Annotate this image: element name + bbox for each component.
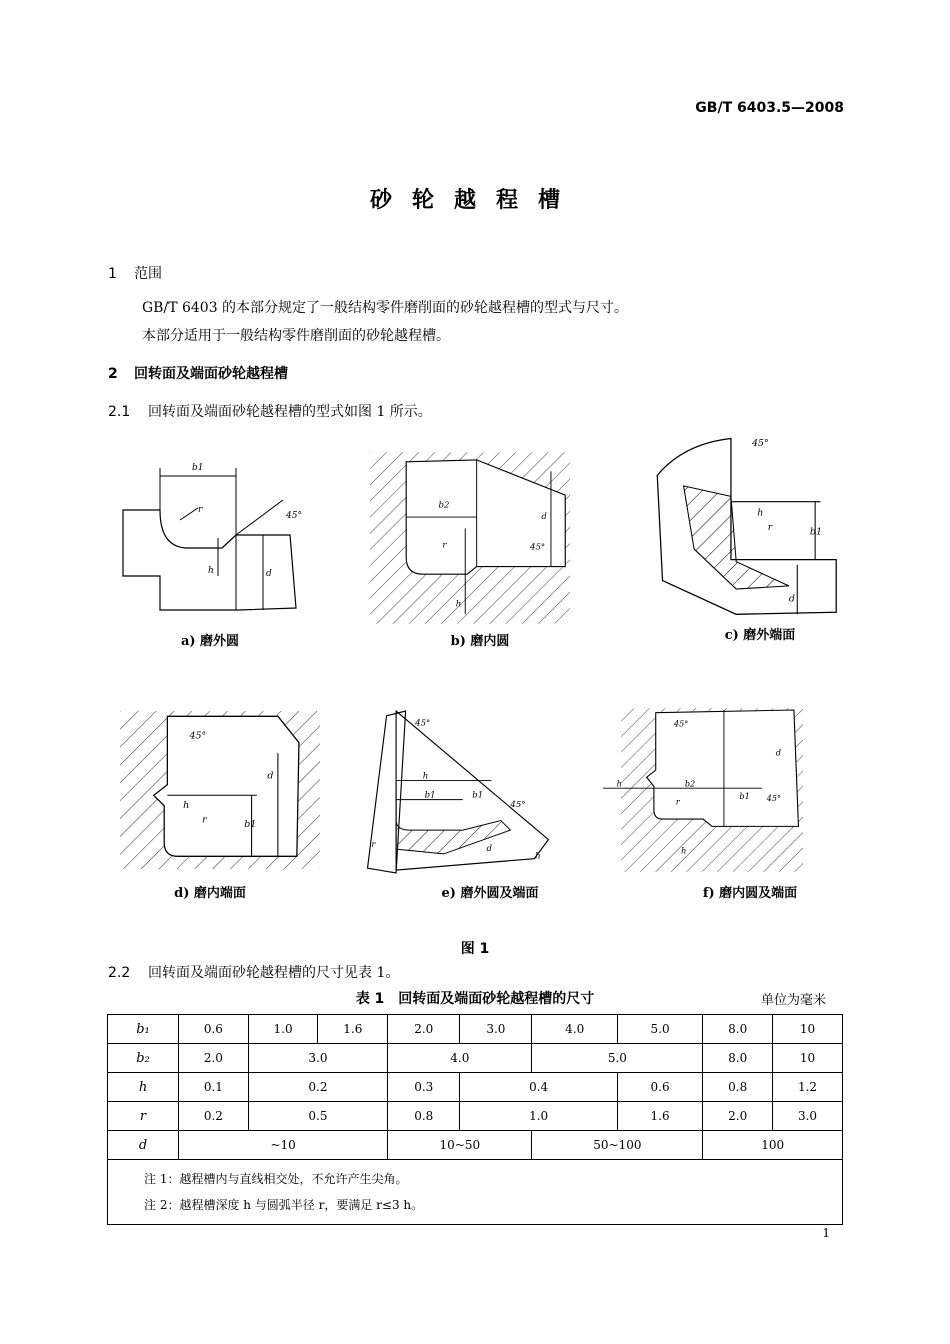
figure-caption: b) 磨内圆 — [450, 634, 510, 649]
table-unit: 单位为毫米 — [760, 993, 826, 1008]
label-b1: b1 — [472, 790, 484, 801]
figure-f-diagram — [603, 690, 803, 890]
label-r: r — [202, 814, 207, 826]
label-angle: 45° — [189, 730, 207, 742]
page-title: 砂轮越程槽 — [369, 188, 580, 213]
label-b1: b1 — [244, 818, 257, 830]
clause-text: 回转面及端面砂轮越程槽的型式如图 1 所示。 — [148, 404, 432, 420]
label-r: r — [675, 796, 680, 807]
table-cell: 1.2 — [773, 1073, 843, 1102]
table-notes-row — [108, 1160, 843, 1225]
label-d: d — [486, 844, 493, 855]
label-r: r — [371, 840, 376, 851]
label-b1: b1 — [739, 791, 750, 802]
table-cell: 0.5 — [248, 1102, 387, 1131]
table-cell: 5.0 — [617, 1015, 702, 1044]
label-d: d — [788, 593, 795, 605]
table-cell: 8.0 — [703, 1044, 773, 1073]
table-cell: 0.8 — [388, 1102, 460, 1131]
table-cell: 1.0 — [248, 1015, 318, 1044]
table-cell: 10~50 — [388, 1131, 532, 1160]
label-d: d — [541, 511, 547, 522]
table-cell: 0.8 — [703, 1073, 773, 1102]
label-h: h — [455, 599, 462, 610]
label-b1: b1 — [809, 526, 822, 538]
label-h: h — [535, 851, 541, 862]
clause-text: 回转面及端面砂轮越程槽的尺寸见表 1。 — [148, 965, 400, 981]
table-cell: 2.0 — [388, 1015, 460, 1044]
table-cell: 3.0 — [460, 1015, 532, 1044]
figure-caption: a) 磨外圆 — [180, 634, 240, 649]
row-label: d — [108, 1131, 179, 1160]
figure-a-diagram — [118, 448, 318, 648]
figure-caption: d) 磨内端面 — [174, 886, 246, 901]
table-row — [108, 1044, 843, 1073]
clause-number: 2.2 — [108, 965, 131, 981]
table-row — [108, 1102, 843, 1131]
label-h: h — [757, 507, 764, 519]
table-cell: 1.0 — [460, 1102, 618, 1131]
label-h: h — [208, 566, 214, 576]
label-angle: 45° — [415, 718, 431, 729]
table-cell: 0.2 — [248, 1073, 387, 1102]
page-number: 1 — [822, 1226, 830, 1240]
label-b2: b2 — [438, 500, 450, 511]
table-cell: 4.0 — [388, 1044, 532, 1073]
table-cell: 100 — [703, 1131, 843, 1160]
label-h: h — [681, 845, 687, 856]
label-r: r — [767, 522, 773, 534]
label-angle: 45° — [752, 437, 769, 449]
dimension-table — [107, 1014, 843, 1225]
table-cell: 50~100 — [532, 1131, 703, 1160]
label-d: d — [267, 770, 274, 782]
section-number: 2 — [108, 366, 118, 382]
label-h: h — [422, 771, 429, 782]
section-title: 范围 — [134, 266, 162, 282]
label-b2: b2 — [684, 778, 696, 789]
figure-caption: f) 磨内圆及端面 — [702, 886, 798, 901]
label-d: d — [266, 569, 272, 579]
figure-caption: e) 磨外圆及端面 — [441, 886, 539, 901]
section-1-heading — [108, 263, 162, 283]
table-row — [108, 1131, 843, 1160]
row-label: h — [108, 1073, 179, 1102]
label-h: h — [183, 799, 190, 811]
label-b1: b1 — [192, 463, 204, 473]
table-row — [108, 1015, 843, 1044]
label-angle: 45° — [286, 511, 302, 521]
table-cell: 10 — [773, 1044, 843, 1073]
label-h: h — [616, 778, 622, 789]
figure-d-diagram — [120, 690, 320, 890]
clause-2-2 — [108, 962, 399, 982]
label-b1: b1 — [424, 790, 436, 801]
paragraph: 本部分适用于一般结构零件磨削面的砂轮越程槽。 — [142, 328, 450, 344]
table-cell: 0.6 — [617, 1073, 702, 1102]
table-cell: 1.6 — [617, 1102, 702, 1131]
clause-number: 2.1 — [108, 404, 131, 420]
label-r: r — [442, 540, 447, 551]
table-cell: ~10 — [179, 1131, 388, 1160]
note: 注 2：越程槽深度 h 与圆弧半径 r，要满足 r≤3 h。 — [144, 1198, 424, 1212]
table-cell: 1.6 — [318, 1015, 388, 1044]
row-label: b₂ — [108, 1044, 179, 1073]
note: 注 1：越程槽内与直线相交处，不允许产生尖角。 — [144, 1172, 408, 1186]
row-label: b₁ — [108, 1015, 179, 1044]
table-cell: 0.3 — [388, 1073, 460, 1102]
table-notes — [108, 1160, 843, 1225]
table-title: 表 1 回转面及端面砂轮越程槽的尺寸 — [355, 991, 595, 1007]
table-cell: 10 — [773, 1015, 843, 1044]
table-cell: 3.0 — [773, 1102, 843, 1131]
label-angle: 45° — [510, 800, 526, 811]
table-cell: 2.0 — [703, 1102, 773, 1131]
table-cell: 0.1 — [179, 1073, 249, 1102]
figure-c-diagram — [652, 428, 852, 628]
label-angle: 45° — [766, 792, 782, 803]
figure-e-diagram — [358, 692, 558, 892]
row-label: r — [108, 1102, 179, 1131]
clause-2-1 — [108, 401, 432, 421]
section-number: 1 — [108, 266, 117, 282]
section-title: 回转面及端面砂轮越程槽 — [134, 366, 288, 382]
table-cell: 8.0 — [703, 1015, 773, 1044]
label-r: r — [198, 505, 203, 515]
paragraph: GB/T 6403 的本部分规定了一般结构零件磨削面的砂轮越程槽的型式与尺寸。 — [142, 300, 629, 316]
section-2-heading — [108, 363, 288, 383]
table-cell: 5.0 — [532, 1044, 703, 1073]
table-cell: 0.4 — [460, 1073, 618, 1102]
table-cell: 4.0 — [532, 1015, 617, 1044]
table-cell: 3.0 — [248, 1044, 387, 1073]
standard-number: GB/T 6403.5—2008 — [695, 100, 844, 116]
label-d: d — [775, 747, 781, 758]
label-angle: 45° — [673, 718, 689, 729]
table-cell: 0.6 — [179, 1015, 249, 1044]
figure-title: 图 1 — [460, 941, 490, 957]
figure-b-diagram — [370, 438, 570, 638]
table-cell: 0.2 — [179, 1102, 249, 1131]
table-cell: 2.0 — [179, 1044, 249, 1073]
table-row — [108, 1073, 843, 1102]
figure-caption: c) 磨外端面 — [724, 628, 796, 643]
label-angle: 45° — [530, 542, 546, 553]
